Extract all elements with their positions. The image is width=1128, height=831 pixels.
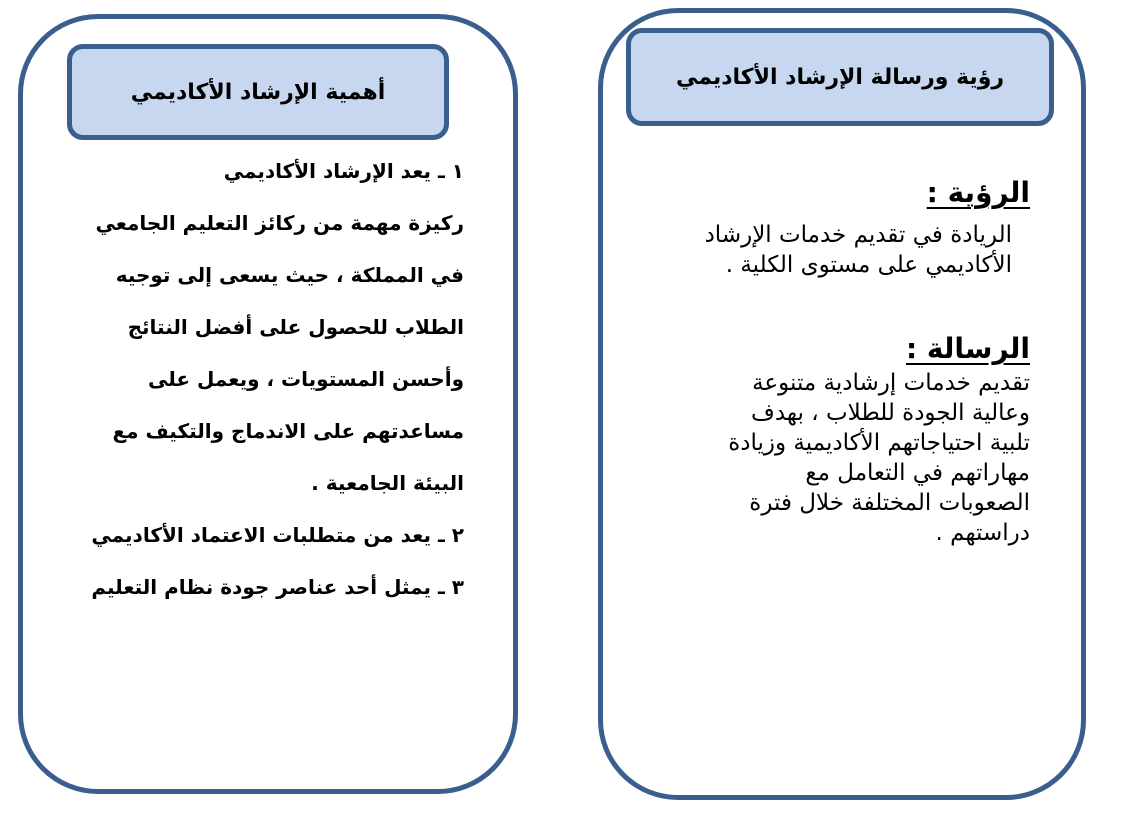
importance-line-4: الطلاب للحصول على أفضل النتائج <box>127 315 464 339</box>
importance-line-7: البيئة الجامعية . <box>311 471 464 495</box>
mission-line-5: الصعوبات المختلفة خلال فترة <box>749 490 1030 516</box>
mission-line-3: تلبية احتياجاتهم الأكاديمية وزيادة <box>728 430 1030 456</box>
importance-line-1: ١ ـ يعد الإرشاد الأكاديمي <box>223 159 464 183</box>
vision-mission-title-text: رؤية ورسالة الإرشاد الأكاديمي <box>675 64 1005 90</box>
vision-mission-body <box>660 176 1030 548</box>
importance-list <box>76 148 464 616</box>
importance-title <box>67 44 449 140</box>
importance-line-8: ٢ ـ يعد من متطلبات الاعتماد الأكاديمي <box>91 523 464 547</box>
importance-line-6: مساعدتهم على الاندماج والتكيف مع <box>112 419 464 443</box>
importance-title-text: أهمية الإرشاد الأكاديمي <box>130 79 386 105</box>
importance-line-3: في المملكة ، حيث يسعى إلى توجيه <box>115 263 464 287</box>
vision-line-1: الريادة في تقديم خدمات الإرشاد <box>704 222 1012 248</box>
mission-line-2: وعالية الجودة للطلاب ، بهدف <box>751 400 1030 426</box>
importance-line-5: وأحسن المستويات ، ويعمل على <box>148 367 464 391</box>
vision-heading: الرؤية : <box>926 176 1030 209</box>
mission-line-6: دراستهم . <box>935 520 1030 546</box>
mission-heading: الرسالة : <box>905 332 1030 365</box>
mission-line-4: مهاراتهم في التعامل مع <box>805 460 1030 486</box>
vision-mission-title <box>626 28 1054 126</box>
vision-line-2: الأكاديمي على مستوى الكلية . <box>725 252 1012 278</box>
importance-line-9: ٣ ـ يمثل أحد عناصر جودة نظام التعليم <box>91 575 464 599</box>
importance-line-2: ركيزة مهمة من ركائز التعليم الجامعي <box>95 211 464 235</box>
mission-line-1: تقديم خدمات إرشادية متنوعة <box>752 370 1030 396</box>
